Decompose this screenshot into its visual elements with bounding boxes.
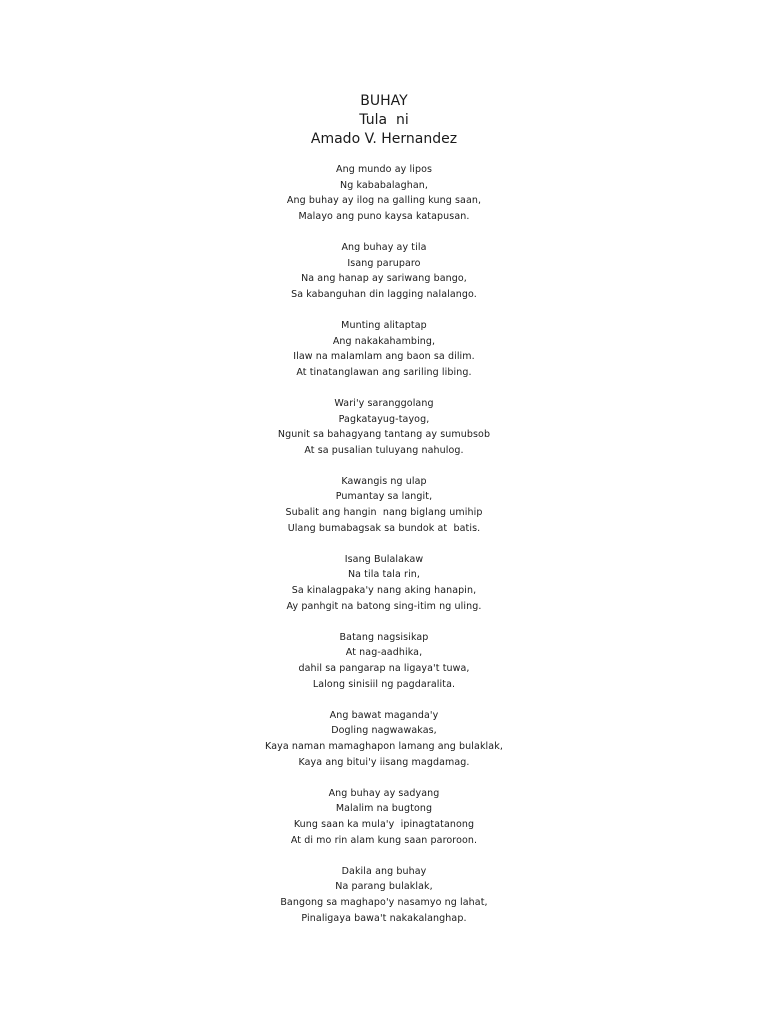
stanza — [0, 474, 768, 536]
poem-line: Ilaw na malamlam ang baon sa dilim. — [293, 351, 475, 363]
poem-line: At di mo rin alam kung saan paroroon. — [290, 834, 478, 846]
poem-line: Sa kabanguhan din lagging nalalango. — [291, 288, 477, 300]
poem-line: Munting alitaptap — [341, 319, 427, 331]
poem-line: Isang paruparo — [347, 257, 421, 269]
poem-line: Kaya naman mamaghapon lamang ang bulaklak, — [265, 740, 503, 752]
stanza — [0, 786, 768, 848]
poem-line: Kung saan ka mula'y ipinagtatanong — [293, 818, 475, 830]
poem-line: Subalit ang hangin nang biglang umihip — [285, 507, 483, 519]
stanza — [0, 240, 768, 302]
stanza — [0, 318, 768, 380]
poem-header — [0, 92, 768, 149]
poem-line: Dakila ang buhay — [341, 865, 427, 877]
poem-body — [0, 162, 768, 942]
poem-line: At tinatanglawan ang sariling libing. — [296, 366, 472, 378]
poem-line: Pumantay sa langit, — [335, 491, 433, 503]
poem-line: At nag-aadhika, — [345, 647, 423, 659]
poem-line: Batang nagsisikap — [339, 631, 429, 643]
poem-line: Na tila tala rin, — [347, 569, 421, 581]
poem-line: Ulang bumabagsak sa bundok at batis. — [287, 522, 481, 534]
stanza — [0, 396, 768, 458]
poem-line: Ng kababalaghan, — [340, 179, 428, 191]
poem-line: Kaya ang bitui'y iisang magdamag. — [298, 756, 470, 768]
poem-line: Ang nakakahambing, — [332, 335, 436, 347]
poem-line: Sa kinalagpaka'y nang aking hanapin, — [291, 585, 477, 597]
poem-line: Bangong sa maghapo'y nasamyo ng lahat, — [280, 896, 488, 908]
poem-line: Ngunit sa bahagyang tantang ay sumubsob — [277, 429, 491, 441]
stanza — [0, 630, 768, 692]
poem-line: Kawangis ng ulap — [341, 475, 427, 487]
poem-line: Na ang hanap ay sariwang bango, — [301, 273, 467, 285]
poem-line: dahil sa pangarap na ligaya't tuwa, — [298, 663, 470, 674]
poem-author: Amado V. Hernandez — [310, 131, 458, 147]
poem-line: Ang mundo ay lipos — [335, 164, 433, 175]
poem-line: Ang bawat maganda'y — [329, 709, 439, 721]
stanza — [0, 162, 768, 224]
stanza — [0, 552, 768, 614]
poem-line: Na parang bulaklak, — [335, 881, 433, 893]
poem-line: Dogling nagwawakas, — [331, 725, 437, 737]
stanza — [0, 864, 768, 926]
poem-subtitle: Tula ni — [359, 112, 409, 128]
poem-line: Pagkatayug-tayog, — [338, 413, 430, 425]
poem-line: Isang Bulalakaw — [344, 553, 424, 565]
poem-line: At sa pusalian tuluyang nahulog. — [304, 444, 464, 456]
stanza — [0, 708, 768, 770]
poem-line: Ang buhay ay sadyang — [328, 787, 440, 799]
poem-line: Ay panhgit na batong sing-itim ng uling. — [286, 600, 482, 612]
poem-line: Ang buhay ay tila — [341, 241, 427, 253]
poem-line: Ang buhay ay ilog na galling kung saan, — [286, 195, 482, 207]
poem-line: Malalim na bugtong — [335, 803, 433, 815]
poem-line: Lalong sinisiil ng pagdaralita. — [312, 678, 456, 690]
poem-title: BUHAY — [360, 93, 408, 109]
poem-line: Malayo ang puno kaysa katapusan. — [298, 210, 470, 222]
poem-line: Wari'y saranggolang — [334, 397, 434, 409]
poem-line: Pinaligaya bawa't nakakalanghap. — [301, 912, 467, 924]
